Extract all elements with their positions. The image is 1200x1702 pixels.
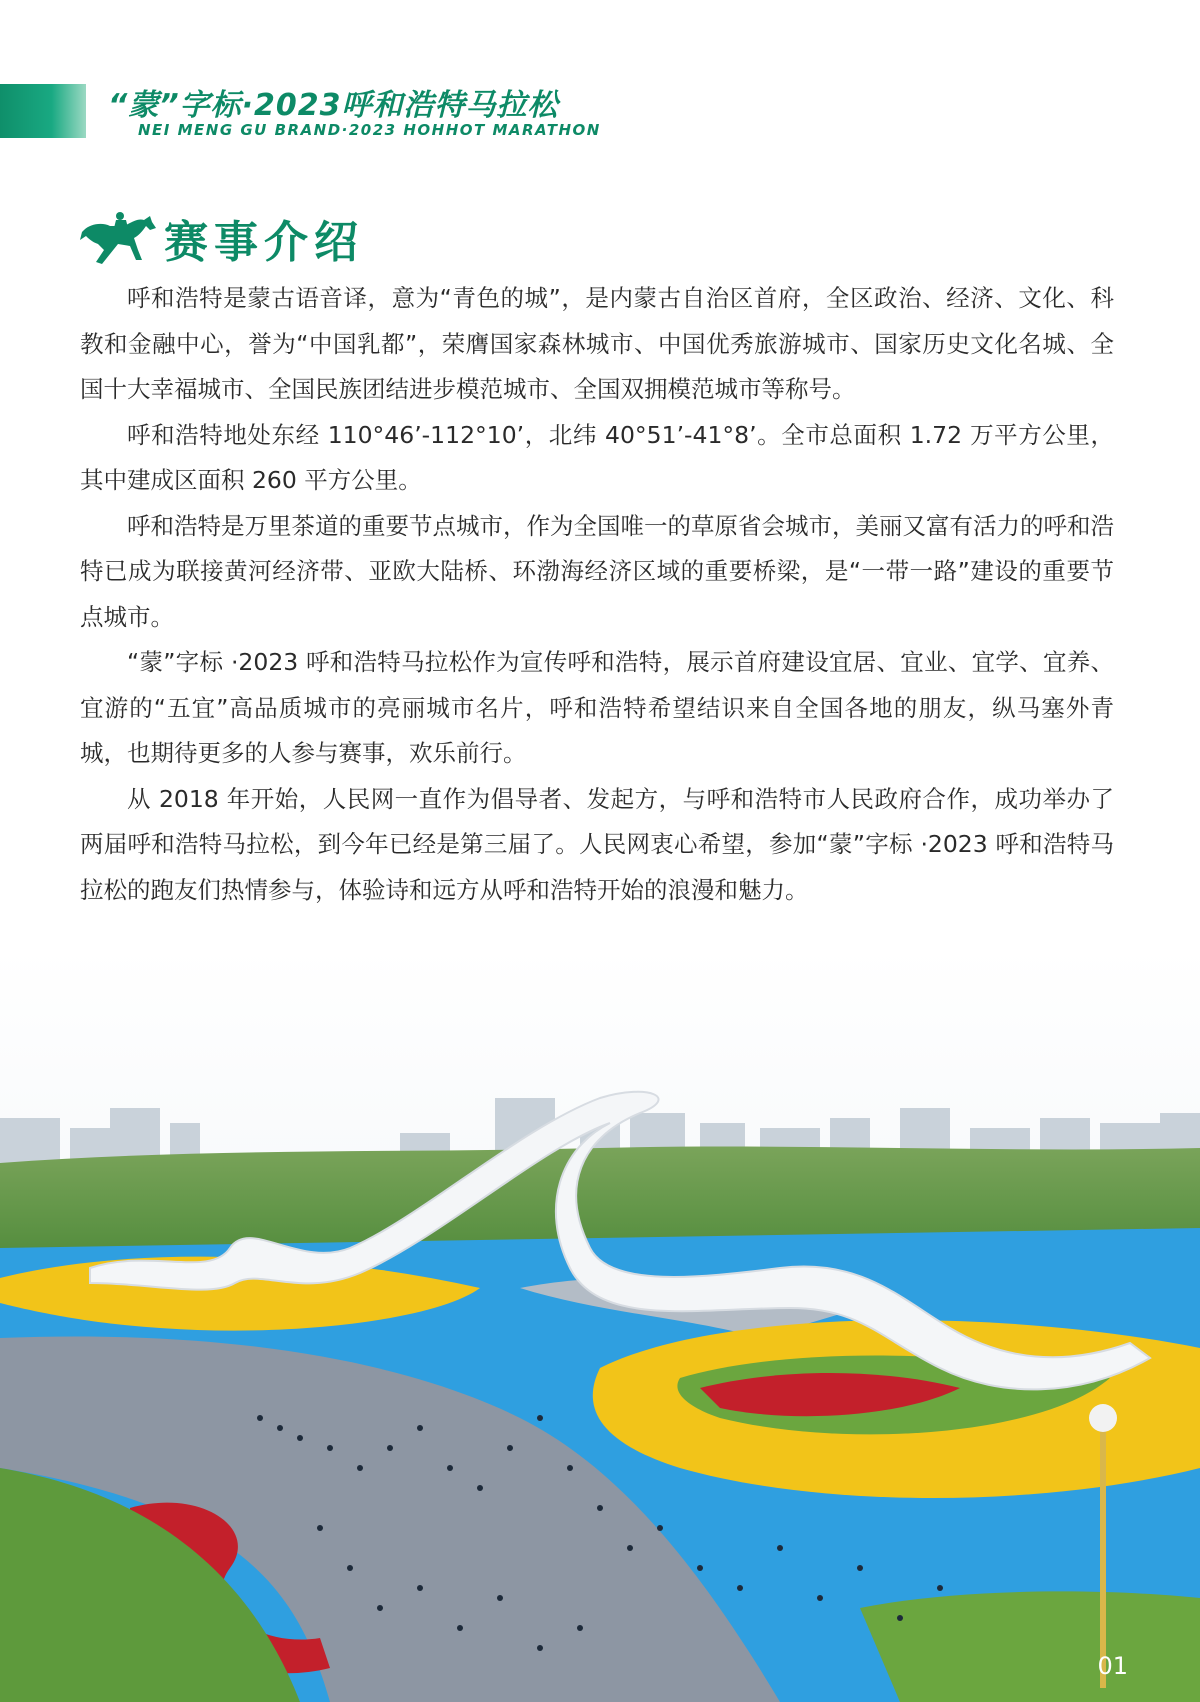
paragraph: 呼和浩特是万里茶道的重要节点城市，作为全国唯一的草原省会城市，美丽又富有活力的呼和浩特已成为联接黄河经济带、亚欧大陆桥、环渤海经济区域的重要桥梁，是“一带一路”建设的重要节点城市。 (80, 511, 1114, 631)
section-header (80, 208, 364, 268)
paragraph: 呼和浩特地处东经 110°46’-112°10’，北纬 40°51’-41°8’。全市总面积 1.72 万平方公里，其中建成区面积 260 平方公里。 (80, 420, 1114, 494)
horse-rider-icon (80, 210, 158, 266)
paragraph: 呼和浩特是蒙古语音译，意为“青色的城”，是内蒙古自治区首府，全区政治、经济、文化、科教和金融中心，誉为“中国乳都”，荣膺国家森林城市、中国优秀旅游城市、国家历史文化名城、全国十大幸福城市、全国民族团结进步模范城市、全国双拥模范城市等称号。 (80, 284, 1114, 403)
section-title: 赛事介绍 (164, 217, 364, 268)
brand-title-en: NEI MENG GU BRAND·2023 HOHHOT MARATHON (138, 121, 601, 139)
plaza-aerial-photo (0, 948, 1200, 1702)
brand-title-cn: “蒙”字标·2023呼和浩特马拉松 (108, 88, 559, 123)
page-number: 01 (1097, 1652, 1128, 1680)
article-body (80, 276, 1114, 913)
paragraph: “蒙”字标 ·2023 呼和浩特马拉松作为宣传呼和浩特，展示首府建设宜居、宜业、宜学、宜养、宜游的“五宜”高品质城市的亮丽城市名片，呼和浩特希望结识来自全国各地的朋友，纵马塞外青城，也期待更多的人参与赛事，欢乐前行。 (80, 648, 1114, 767)
header-accent-bar (0, 84, 86, 138)
paragraph: 从 2018 年开始，人民网一直作为倡导者、发起方，与呼和浩特市人民政府合作，成功举办了两届呼和浩特马拉松，到今年已经是第三届了。人民网衷心希望，参加“蒙”字标 ·2023 呼和浩特马拉松的跑友们热情参与，体验诗和远方从呼和浩特开始的浪漫和魅力。 (80, 784, 1114, 904)
